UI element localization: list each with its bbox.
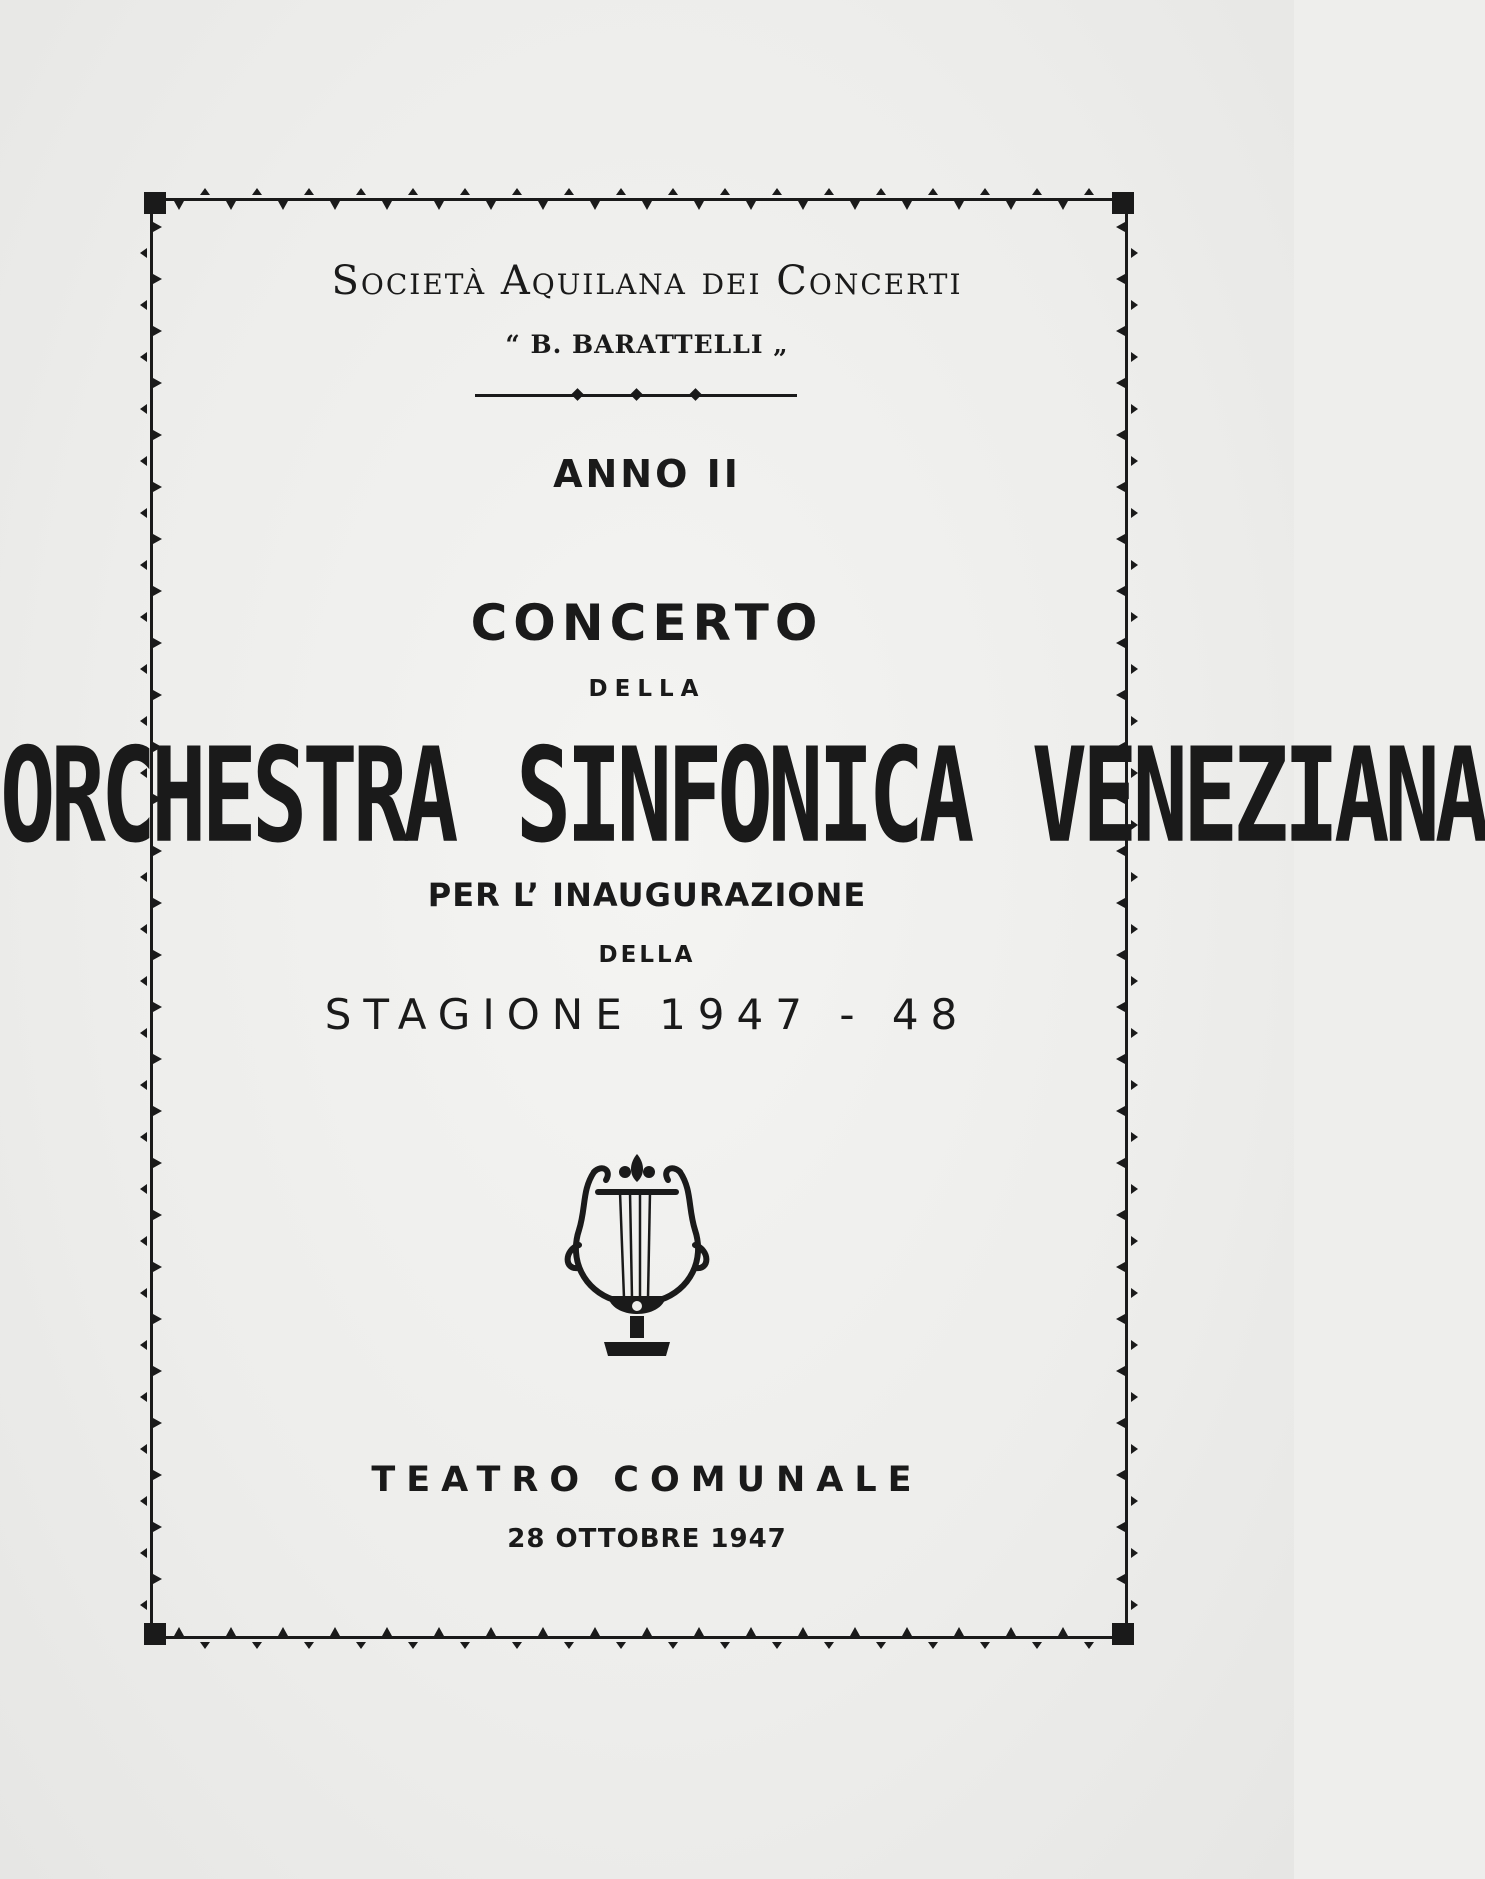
border-tick bbox=[226, 201, 236, 210]
border-tick bbox=[278, 1627, 288, 1636]
border-tick bbox=[1058, 201, 1068, 210]
border-tick bbox=[153, 1574, 162, 1584]
border-tick bbox=[1116, 1210, 1125, 1220]
society-subtitle: “ B. BARATTELLI „ bbox=[505, 330, 789, 359]
border-tick bbox=[226, 1627, 236, 1636]
border-tick bbox=[642, 201, 652, 210]
border-tick bbox=[153, 1366, 162, 1376]
border-tick bbox=[1116, 1106, 1125, 1116]
border-tick bbox=[590, 1627, 600, 1636]
border-tick bbox=[1116, 222, 1125, 232]
border-tick bbox=[153, 1418, 162, 1428]
border-tick bbox=[642, 1627, 652, 1636]
border-tick bbox=[694, 1627, 704, 1636]
border-tick bbox=[153, 1158, 162, 1168]
orchestra-title: ORCHESTRA SINFONICA VENEZIANA bbox=[0, 720, 1485, 872]
border-tick bbox=[538, 201, 548, 210]
border-tick bbox=[174, 1627, 184, 1636]
border-tick bbox=[278, 201, 288, 210]
border-tick bbox=[1116, 1262, 1125, 1272]
border-tick bbox=[434, 201, 444, 210]
border-tick bbox=[954, 201, 964, 210]
border-ornament bbox=[150, 198, 1128, 1639]
border-tick bbox=[1116, 534, 1125, 544]
border-tick bbox=[902, 1627, 912, 1636]
border-tick bbox=[1006, 201, 1016, 210]
border-tick bbox=[694, 201, 704, 210]
border-tick bbox=[590, 201, 600, 210]
border-tick bbox=[153, 222, 162, 232]
border-tick bbox=[434, 1627, 444, 1636]
border-tick bbox=[486, 1627, 496, 1636]
society-name: Società Aquilana dei Concerti bbox=[331, 258, 963, 304]
border-tick bbox=[746, 201, 756, 210]
border-tick bbox=[330, 1627, 340, 1636]
border-tick bbox=[1116, 378, 1125, 388]
border-tick bbox=[1116, 1418, 1125, 1428]
border-tick bbox=[1058, 1627, 1068, 1636]
inauguration-line: PER L’ INAUGURAZIONE bbox=[427, 876, 867, 914]
della-label-2: DELLA bbox=[598, 942, 696, 968]
border-tick bbox=[153, 534, 162, 544]
border-tick bbox=[798, 201, 808, 210]
border-tick bbox=[153, 1210, 162, 1220]
venue-name: TEATRO COMUNALE bbox=[371, 1460, 923, 1500]
della-label: DELLA bbox=[588, 676, 706, 702]
border-tick bbox=[1116, 1158, 1125, 1168]
border-tick bbox=[153, 1054, 162, 1064]
concert-date: 28 OTTOBRE 1947 bbox=[507, 1524, 787, 1554]
border-tick bbox=[153, 1314, 162, 1324]
border-tick bbox=[850, 1627, 860, 1636]
border-tick bbox=[486, 201, 496, 210]
year-label: ANNO II bbox=[553, 452, 741, 496]
border-tick bbox=[1116, 1574, 1125, 1584]
border-tick bbox=[1116, 430, 1125, 440]
border-tick bbox=[153, 1106, 162, 1116]
border-tick bbox=[153, 1262, 162, 1272]
border-tick bbox=[538, 1627, 548, 1636]
border-tick bbox=[1116, 1054, 1125, 1064]
border-tick bbox=[1116, 1314, 1125, 1324]
concert-heading: CONCERTO bbox=[470, 594, 824, 652]
border-tick bbox=[1116, 1366, 1125, 1376]
border-tick bbox=[902, 201, 912, 210]
border-tick bbox=[153, 378, 162, 388]
season-line: STAGIONE 1947 - 48 bbox=[324, 990, 970, 1039]
border-tick bbox=[382, 201, 392, 210]
border-tick bbox=[798, 1627, 808, 1636]
lyre-icon bbox=[554, 1150, 720, 1362]
border-tick bbox=[174, 201, 184, 210]
border-tick bbox=[746, 1627, 756, 1636]
border-tick bbox=[382, 1627, 392, 1636]
border-tick bbox=[850, 201, 860, 210]
border-tick bbox=[153, 430, 162, 440]
border-tick bbox=[1006, 1627, 1016, 1636]
border-tick bbox=[954, 1627, 964, 1636]
border-tick bbox=[330, 201, 340, 210]
